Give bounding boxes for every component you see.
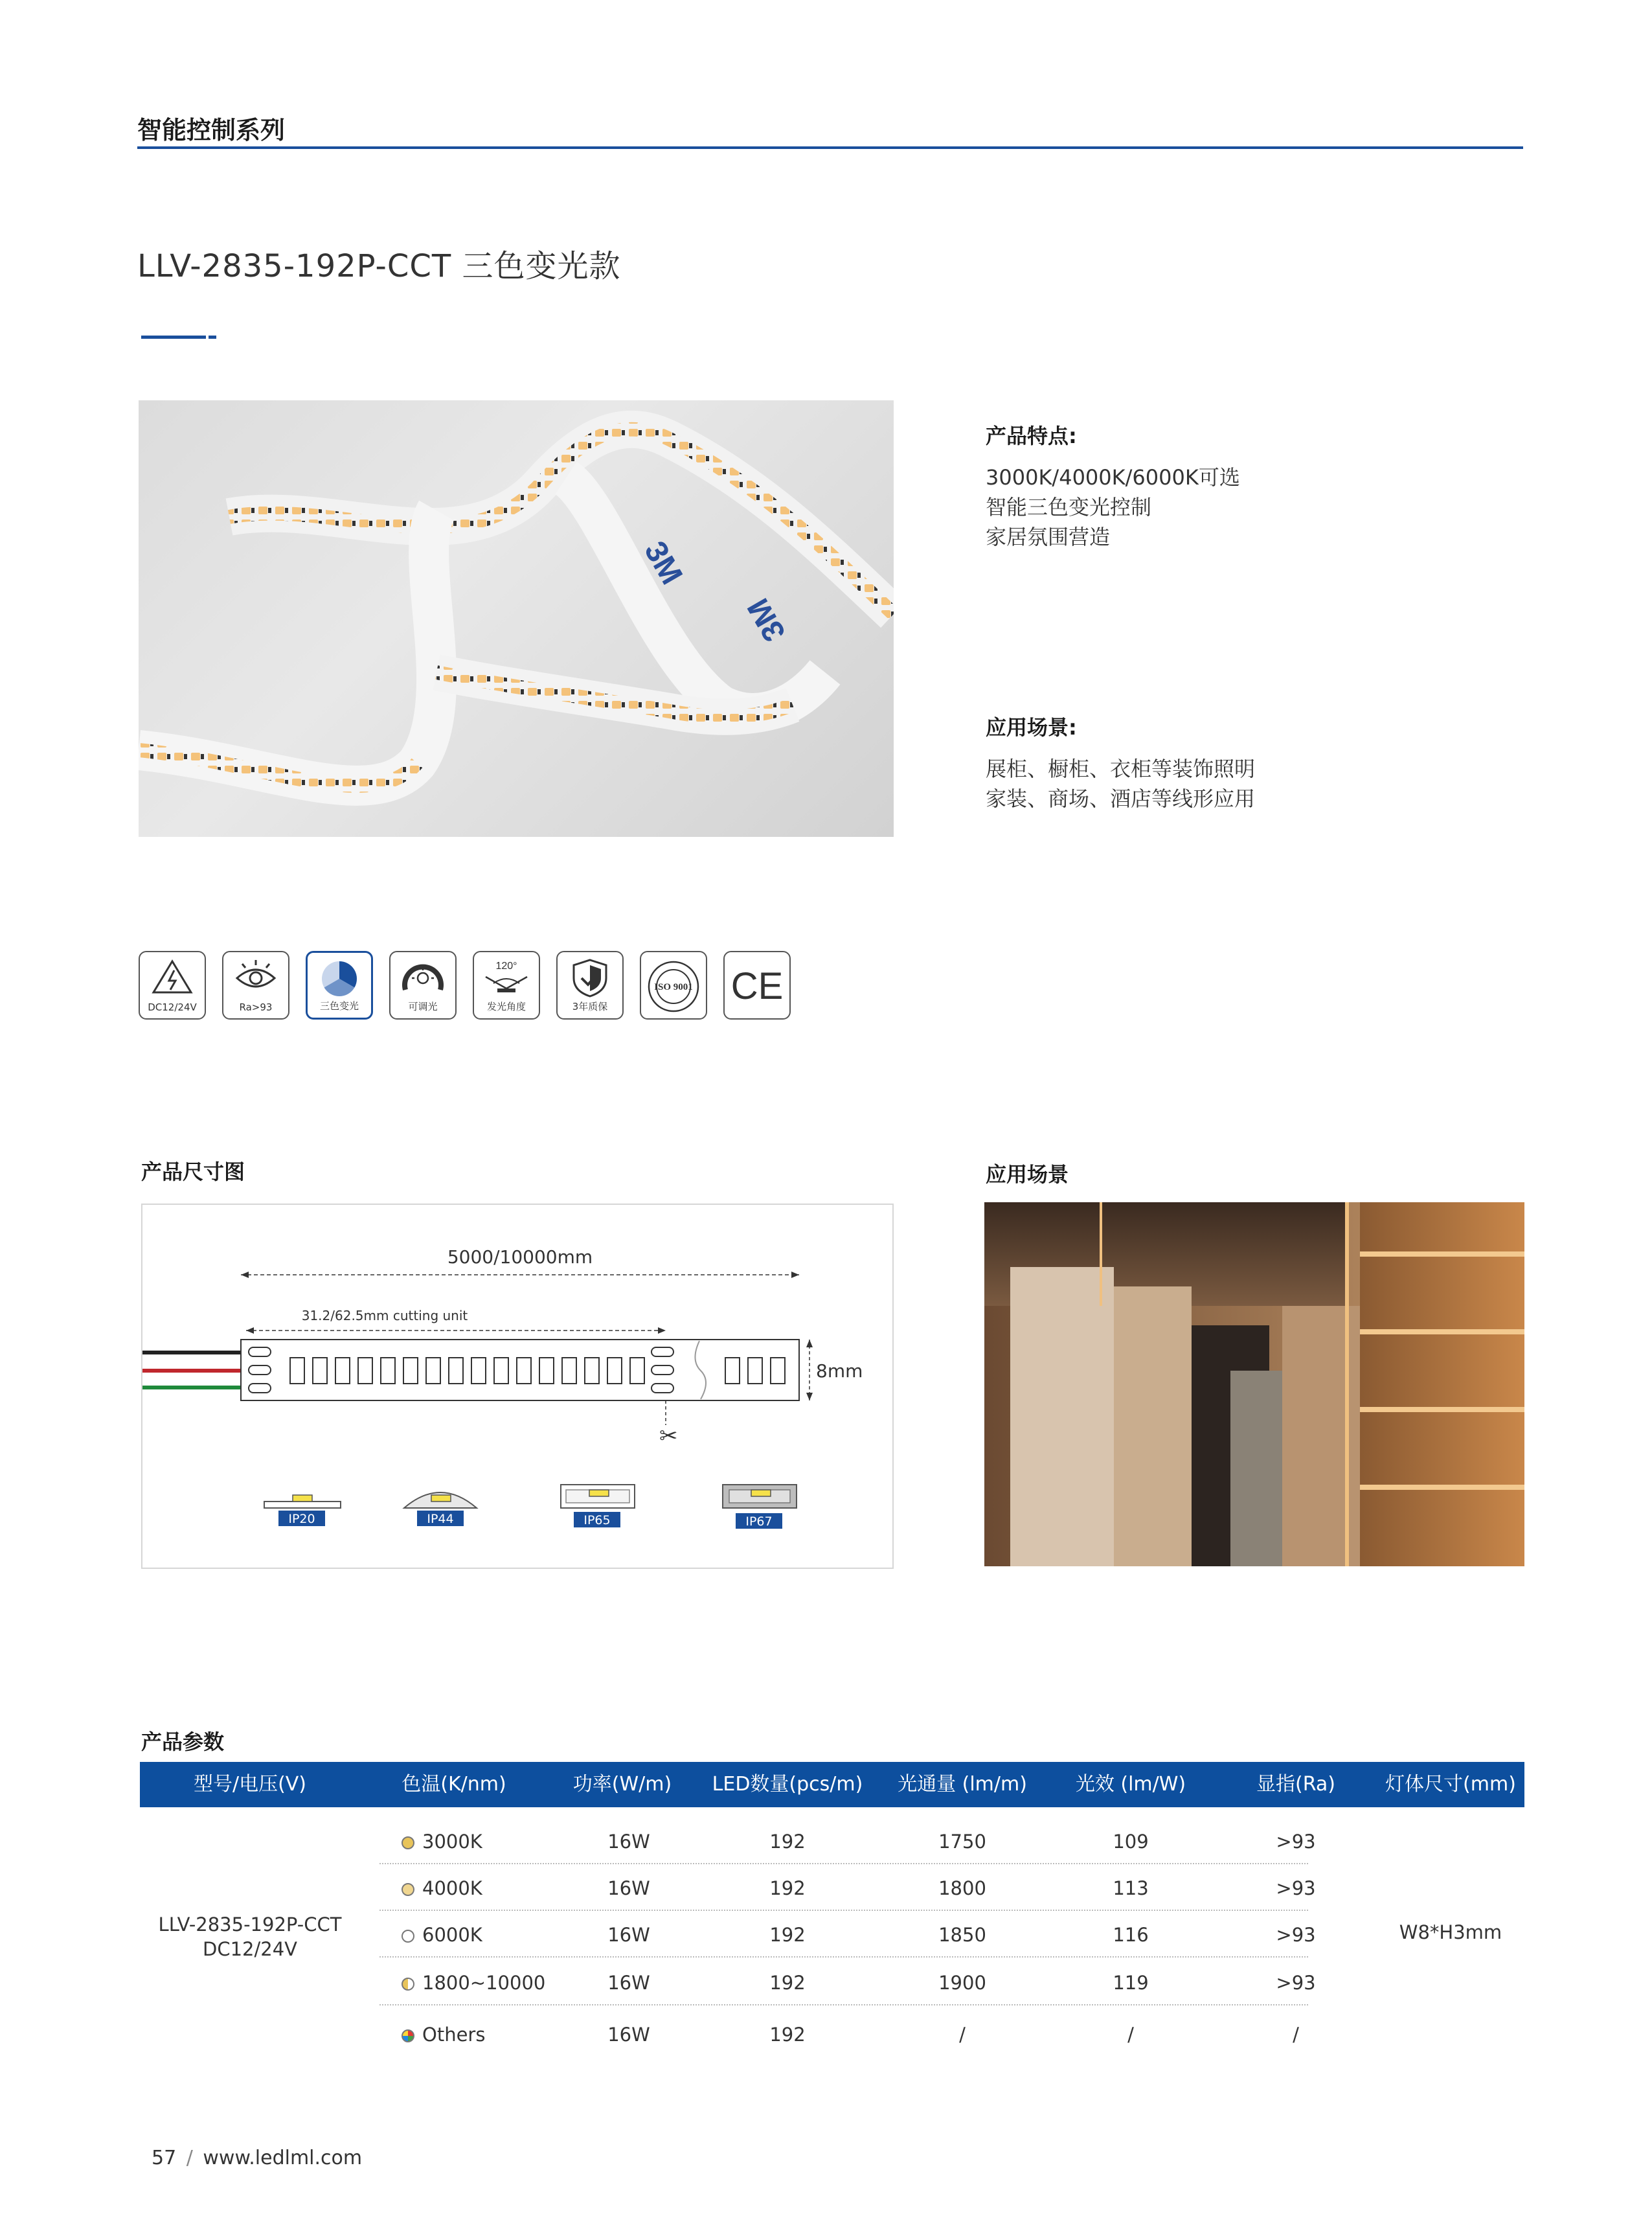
cct-cell (402, 2024, 485, 2046)
model-name: LLV-2835-192P-CCT (158, 1913, 342, 1936)
params-title: 产品参数 (141, 1730, 225, 1754)
led-strip-illustration (139, 400, 894, 837)
params-table-header (140, 1762, 1524, 1807)
eff-cell: 113 (1113, 1877, 1149, 1899)
th-flux: 光通量 (lm/m) (898, 1773, 1027, 1796)
eff-cell: 119 (1113, 1972, 1149, 1994)
svg-text:✂: ✂ (659, 1423, 678, 1449)
cct-value: 1800~10000 (422, 1972, 546, 1994)
feature-item: 3000K/4000K/6000K可选 (986, 465, 1240, 490)
icon-label: Ra>93 (239, 1001, 273, 1013)
row-divider (379, 1863, 1308, 1864)
cct-value: 4000K (422, 1877, 482, 1899)
tricolor-icon (306, 951, 373, 1020)
th-cct: 色温(K/nm) (402, 1773, 506, 1796)
beam-angle-mark: 120° (495, 961, 517, 972)
length-label: 5000/10000mm (447, 1246, 593, 1268)
dimension-drawing (141, 1204, 894, 1569)
icon-label: 3年质保 (572, 1001, 608, 1012)
footer-separator: / (186, 2147, 193, 2169)
ce-mark: CE (730, 965, 784, 1007)
icon-label: 可调光 (408, 1001, 438, 1012)
power-cell: 16W (607, 1924, 650, 1946)
application-item: 家装、商场、酒店等线形应用 (986, 786, 1256, 811)
ip44-profile (404, 1492, 477, 1526)
ra-cell: >93 (1276, 1831, 1316, 1853)
eff-cell: 109 (1113, 1831, 1149, 1853)
beam-angle-icon (473, 951, 540, 1020)
power-cell: 16W (607, 1831, 650, 1853)
application-item: 展柜、橱柜、衣柜等装饰照明 (986, 757, 1256, 781)
leds-cell: 192 (769, 1972, 806, 1994)
shield-icon (556, 951, 624, 1020)
product-title: LLV-2835-192P-CCT 三色变光款 (137, 248, 621, 284)
dimmable-icon (389, 951, 457, 1020)
application-scene-photo (984, 1202, 1524, 1566)
th-model: 型号/电压(V) (193, 1773, 307, 1796)
eye-icon (222, 951, 289, 1020)
model-cell (140, 1912, 360, 1961)
flux-cell: 1750 (938, 1831, 986, 1853)
color-temp-dot-icon (402, 1883, 414, 1896)
ip67-profile (723, 1485, 797, 1529)
svg-text:IP44: IP44 (427, 1512, 454, 1526)
leds-cell: 192 (769, 1831, 806, 1853)
flux-cell: 1800 (938, 1877, 986, 1899)
th-size: 灯体尺寸(mm) (1385, 1773, 1516, 1796)
cct-cell (402, 1972, 545, 1994)
title-accent-bar (141, 336, 206, 339)
applications-title: 应用场景: (986, 715, 1077, 740)
row-divider (379, 2004, 1308, 2005)
svg-text:3M: 3M (637, 536, 689, 591)
row-divider (379, 1956, 1308, 1958)
feature-item: 家居氛围营造 (986, 525, 1111, 549)
leds-cell: 192 (769, 1924, 806, 1946)
color-temp-dot-icon (402, 1930, 414, 1943)
scene-title: 应用场景 (986, 1162, 1069, 1187)
th-power: 功率(W/m) (572, 1773, 672, 1796)
th-efficacy: 光效 (lm/W) (1075, 1773, 1186, 1796)
width-label: 8mm (816, 1360, 863, 1382)
product-photo (139, 400, 894, 837)
cct-cell (402, 1877, 482, 1899)
power-cell: 16W (607, 2024, 650, 2046)
th-ra: 显指(Ra) (1256, 1773, 1335, 1796)
ip65-profile (561, 1485, 635, 1527)
footer-website: www.ledlml.com (203, 2147, 363, 2169)
svg-text:3M: 3M (741, 592, 793, 647)
ra-cell: / (1293, 2024, 1299, 2046)
size-cell: W8*H3mm (1399, 1921, 1502, 1943)
cct-cell (402, 1924, 482, 1946)
applications-list (986, 754, 1255, 814)
row-divider (379, 1910, 1308, 1911)
eff-cell: 116 (1113, 1924, 1149, 1946)
cct-cell (402, 1831, 482, 1853)
svg-text:IP20: IP20 (288, 1512, 315, 1526)
eff-cell: / (1127, 2024, 1134, 2046)
title-accent-dot (209, 336, 216, 339)
power-cell: 16W (607, 1877, 650, 1899)
ra-cell: >93 (1276, 1877, 1316, 1899)
cct-value: Others (422, 2024, 486, 2046)
cct-value: 3000K (422, 1831, 482, 1853)
page-number: 57 (152, 2147, 177, 2169)
ip20-profile (264, 1495, 341, 1526)
iso-icon (640, 951, 707, 1020)
page-footer (152, 2147, 362, 2169)
icon-label: 三色变光 (319, 1000, 359, 1012)
th-leds: LED数量(pcs/m) (712, 1773, 863, 1796)
svg-text:IP67: IP67 (745, 1514, 773, 1529)
ra-cell: >93 (1276, 1972, 1316, 1994)
header-rule (137, 146, 1523, 149)
feature-item: 智能三色变光控制 (986, 495, 1152, 520)
icon-label: DC12/24V (148, 1001, 197, 1013)
leds-cell: 192 (769, 1877, 806, 1899)
series-title: 智能控制系列 (137, 116, 286, 144)
strip-dimension-diagram (142, 1205, 895, 1570)
features-list (986, 463, 1240, 552)
flux-cell: 1850 (938, 1924, 986, 1946)
color-temp-dot-icon (402, 2029, 414, 2042)
features-title: 产品特点: (986, 424, 1077, 448)
color-temp-dot-icon (402, 1978, 414, 1991)
iso-mark: ISO 9001 (654, 982, 693, 992)
icon-label: 发光角度 (486, 1001, 526, 1012)
ra-cell: >93 (1276, 1924, 1316, 1946)
svg-text:IP65: IP65 (583, 1513, 611, 1527)
power-cell: 16W (607, 1972, 650, 1994)
leds-cell: 192 (769, 2024, 806, 2046)
dimension-title: 产品尺寸图 (141, 1159, 245, 1184)
ce-icon (723, 951, 791, 1020)
cutting-label: 31.2/62.5mm cutting unit (301, 1308, 468, 1323)
spec-icon-row (139, 951, 791, 1020)
flux-cell: / (959, 2024, 966, 2046)
color-temp-dot-icon (402, 1836, 414, 1849)
cct-value: 6000K (422, 1924, 482, 1946)
flux-cell: 1900 (938, 1972, 986, 1994)
voltage-icon (139, 951, 206, 1020)
model-voltage: DC12/24V (203, 1938, 297, 1960)
